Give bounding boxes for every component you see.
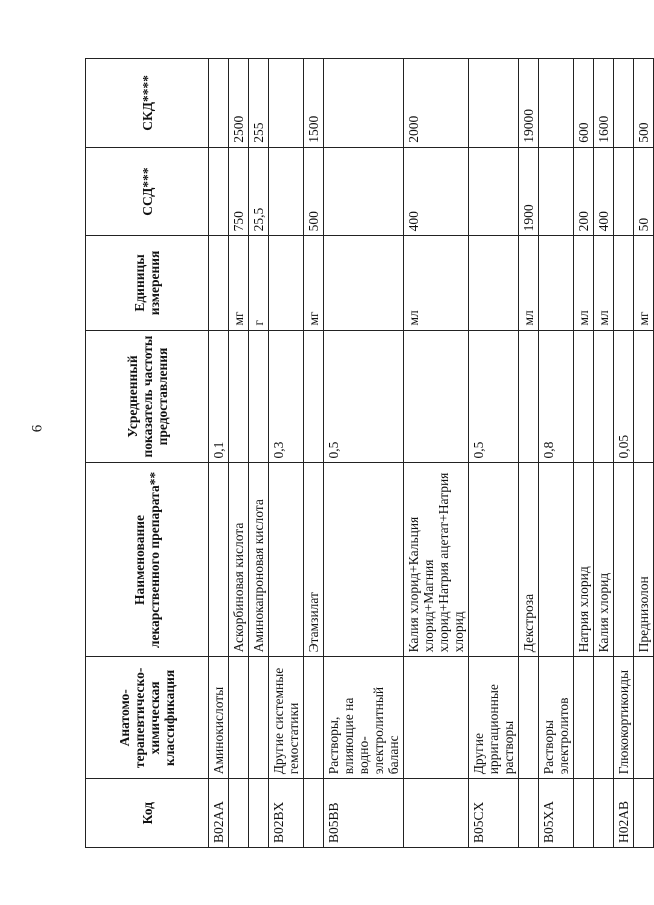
cell-code: H02AB: [614, 778, 634, 847]
cell-unit: мг: [229, 235, 249, 329]
cell-skd: 1500: [304, 58, 324, 147]
table-row: [594, 58, 614, 847]
cell-atc: Другие системные гемостатики: [269, 656, 304, 778]
cell-code: [249, 778, 269, 847]
cell-ssd: 400: [594, 147, 614, 236]
cell-unit: мл: [594, 235, 614, 329]
cell-freq: 0,05: [614, 330, 634, 463]
cell-unit: мг: [634, 235, 654, 329]
cell-drug: Преднизолон: [634, 462, 654, 656]
cell-drug: Натрия хлорид: [574, 462, 594, 656]
cell-skd: 1600: [594, 58, 614, 147]
cell-atc: Другие ирригационные растворы: [469, 656, 519, 778]
cell-unit: мл: [404, 235, 469, 329]
cell-drug: [324, 462, 404, 656]
table-row: [614, 58, 634, 847]
cell-drug: Этамзилат: [304, 462, 324, 656]
cell-drug: [539, 462, 574, 656]
cell-skd: 600: [574, 58, 594, 147]
cell-freq: [519, 330, 539, 463]
cell-ssd: [269, 147, 304, 236]
cell-unit: [469, 235, 519, 329]
cell-skd: [324, 58, 404, 147]
table-row: [519, 58, 539, 847]
cell-atc: Аминокислоты: [209, 656, 229, 778]
cell-freq: 0,8: [539, 330, 574, 463]
cell-code: [304, 778, 324, 847]
cell-unit: мл: [574, 235, 594, 329]
cell-drug: [469, 462, 519, 656]
cell-unit: [269, 235, 304, 329]
cell-freq: [594, 330, 614, 463]
table-row: [324, 58, 404, 847]
cell-skd: [209, 58, 229, 147]
cell-ssd: 50: [634, 147, 654, 236]
cell-atc: [574, 656, 594, 778]
cell-unit: [614, 235, 634, 329]
header-skd: СКД****: [86, 58, 209, 147]
cell-atc: [404, 656, 469, 778]
cell-ssd: [614, 147, 634, 236]
table-row: [209, 58, 229, 847]
cell-drug: Аминокапроновая кислота: [249, 462, 269, 656]
cell-drug: [614, 462, 634, 656]
cell-unit: мг: [304, 235, 324, 329]
table-row: [269, 58, 304, 847]
cell-unit: [539, 235, 574, 329]
cell-freq: [249, 330, 269, 463]
cell-skd: 19000: [519, 58, 539, 147]
cell-drug: [209, 462, 229, 656]
table-row: [634, 58, 654, 847]
cell-code: B02AA: [209, 778, 229, 847]
cell-ssd: 500: [304, 147, 324, 236]
cell-skd: [614, 58, 634, 147]
cell-code: [519, 778, 539, 847]
cell-atc: [594, 656, 614, 778]
table-row: [574, 58, 594, 847]
cell-atc: [249, 656, 269, 778]
cell-code: B05CX: [469, 778, 519, 847]
cell-ssd: 200: [574, 147, 594, 236]
cell-atc: Глюкокортикоиды: [614, 656, 634, 778]
cell-code: B05BB: [324, 778, 404, 847]
cell-unit: г: [249, 235, 269, 329]
cell-freq: [304, 330, 324, 463]
header-atc: Анатомо-терапевтическо-химическая классификация: [86, 656, 209, 778]
drug-table: [85, 58, 654, 848]
table-row: [469, 58, 519, 847]
cell-ssd: [324, 147, 404, 236]
table-row: [304, 58, 324, 847]
cell-drug: Калия хлорид: [594, 462, 614, 656]
cell-skd: 2000: [404, 58, 469, 147]
table-row: [249, 58, 269, 847]
cell-skd: 500: [634, 58, 654, 147]
cell-freq: [229, 330, 249, 463]
cell-freq: [634, 330, 654, 463]
cell-ssd: [539, 147, 574, 236]
cell-freq: [574, 330, 594, 463]
cell-ssd: 400: [404, 147, 469, 236]
cell-atc: [519, 656, 539, 778]
cell-ssd: 25,5: [249, 147, 269, 236]
cell-drug: [269, 462, 304, 656]
header-freq: Усредненный показатель частоты предоставления: [86, 330, 209, 463]
header-ssd: ССД***: [86, 147, 209, 236]
cell-atc: Растворы электролитов: [539, 656, 574, 778]
cell-ssd: [469, 147, 519, 236]
cell-code: [634, 778, 654, 847]
table-row: [539, 58, 574, 847]
cell-unit: [324, 235, 404, 329]
cell-atc: [634, 656, 654, 778]
cell-unit: [209, 235, 229, 329]
header-code: Код: [86, 778, 209, 847]
cell-ssd: [209, 147, 229, 236]
cell-ssd: 1900: [519, 147, 539, 236]
cell-code: [229, 778, 249, 847]
table-row: [229, 58, 249, 847]
cell-unit: мл: [519, 235, 539, 329]
cell-skd: [469, 58, 519, 147]
cell-code: [404, 778, 469, 847]
cell-skd: 2500: [229, 58, 249, 147]
header-drug: Наименование лекарственного препарата**: [86, 462, 209, 656]
cell-atc: [304, 656, 324, 778]
rotated-table-container: [85, 58, 651, 848]
cell-drug: Декстроза: [519, 462, 539, 656]
cell-freq: 0,1: [209, 330, 229, 463]
cell-code: B05XA: [539, 778, 574, 847]
cell-freq: 0,5: [324, 330, 404, 463]
table-row: [404, 58, 469, 847]
cell-drug: Аскорбиновая кислота: [229, 462, 249, 656]
table-header-row: [86, 58, 209, 847]
cell-atc: [229, 656, 249, 778]
table-body: [209, 58, 654, 847]
cell-freq: 0,3: [269, 330, 304, 463]
page-number: 6: [29, 424, 46, 433]
cell-freq: [404, 330, 469, 463]
cell-code: B02BX: [269, 778, 304, 847]
cell-freq: 0,5: [469, 330, 519, 463]
header-unit: Единицы измерения: [86, 235, 209, 329]
cell-ssd: 750: [229, 147, 249, 236]
cell-code: [574, 778, 594, 847]
cell-skd: [539, 58, 574, 147]
cell-atc: Растворы, влияющие на водно-электролитный баланс: [324, 656, 404, 778]
cell-drug: Калия хлорид+Кальция хлорид+Магния хлорид+Натрия ацетат+Натрия хлорид: [404, 462, 469, 656]
cell-skd: [269, 58, 304, 147]
cell-code: [594, 778, 614, 847]
cell-skd: 255: [249, 58, 269, 147]
